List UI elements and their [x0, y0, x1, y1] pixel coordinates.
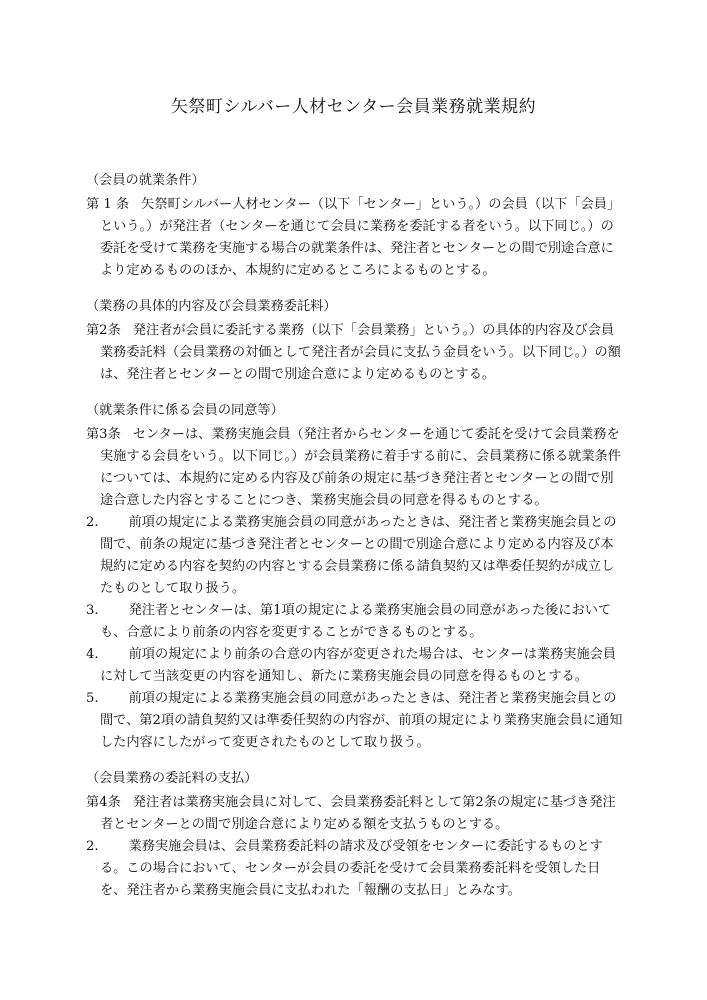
document-body	[86, 170, 626, 916]
article-3-paragraph-4	[86, 644, 626, 688]
section-1	[86, 170, 626, 282]
article-text: 発注者が会員に委託する業務（以下「会員業務」という。）の具体的内容及び会員業務委託料（会員業務の対価として発注者が会員に支払う金員をいう。以下同じ。）の額は、発注者とセンターとの間で別途合意により定めるものとする。	[100, 323, 621, 382]
paragraph-text: 前項の規定による業務実施会員の同意があったときは、発注者と業務実施会員との間で、前条の規定に基づき発注者とセンターとの間で別途合意により定める内容及び本規約に定める内容を契約の内容とする会員業務に係る請負契約又は準委任契約が成立したものとして取り扱う。	[100, 515, 617, 596]
article-number: 第 1 条	[86, 197, 130, 212]
article-text: 発注者は業務実施会員に対して、会員業務委託料として第2条の規定に基づき発注者とセンターとの間で別途合意により定める額を支払うものとする。	[100, 795, 616, 832]
paragraph-number: 2.	[86, 515, 99, 530]
paragraph-text: 前項の規定による業務実施会員の同意があったときは、発注者と業務実施会員との間で、第2項の請負契約又は準委任契約の内容が、前項の規定により業務実施会員に通知した内容にしたがって変更されたものとして取り扱う。	[100, 691, 623, 750]
section-3	[86, 400, 626, 754]
section-heading: （会員業務の委託料の支払）	[86, 771, 258, 786]
section-2	[86, 296, 626, 386]
article-3-paragraph-3	[86, 600, 626, 644]
paragraph-number: 2.	[86, 839, 99, 854]
section-4	[86, 768, 626, 902]
article-3-paragraph-5	[86, 688, 626, 754]
article-3	[86, 424, 626, 512]
section-heading: （就業条件に係る会員の同意等）	[86, 403, 284, 418]
article-1	[86, 194, 626, 282]
paragraph-text: 前項の規定により前条の合意の内容が変更された場合は、センターは業務実施会員に対して当該変更の内容を通知し、新たに業務実施会員の同意を得るものとする。	[100, 647, 616, 684]
section-heading: （業務の具体的内容及び会員業務委託料）	[86, 299, 337, 314]
paragraph-text: 業務実施会員は、会員業務委託料の請求及び受領をセンターに委託するものとする。この場合において、センターが会員の委託を受けて会員業務委託料を受領した日を、発注者から業務実施会員に支払われた「報酬の支払日」とみなす。	[100, 839, 603, 898]
article-4	[86, 792, 626, 836]
article-3-paragraph-2	[86, 512, 626, 600]
article-number: 第3条	[86, 427, 121, 442]
paragraph-number: 3.	[86, 603, 99, 618]
article-text: 矢祭町シルバー人材センター（以下「センター」という。）の会員（以下「会員」という。）が発注者（センターを通じて会員に業務を委託する者をいう。以下同じ。）の委託を受けて業務を実施する場合の就業条件は、発注者とセンターとの間で別途合意により定めるもののほか、本規約に定めるところによるものとする。	[100, 197, 621, 278]
article-number: 第4条	[86, 795, 121, 810]
section-heading: （会員の就業条件）	[86, 173, 205, 188]
paragraph-number: 5.	[86, 691, 99, 706]
document-title: 矢祭町シルバー人材センター会員業務就業規約	[170, 97, 537, 117]
article-number: 第2条	[86, 323, 121, 338]
article-2	[86, 320, 626, 386]
article-text: センターは、業務実施会員（発注者からセンターを通じて委託を受けて会員業務を実施する会員をいう。以下同じ。）が会員業務に着手する前に、会員業務に係る就業条件については、本規約に定める内容及び前条の規定に基づき発注者とセンターとの間で別途合意した内容とすることにつき、業務実施会員の同意を得るものとする。	[100, 427, 621, 508]
paragraph-number: 4.	[86, 647, 99, 662]
paragraph-text: 発注者とセンターは、第1項の規定による業務実施会員の同意があった後においても、合意により前条の内容を変更することができるものとする。	[100, 603, 612, 640]
article-4-paragraph-2	[86, 836, 626, 902]
